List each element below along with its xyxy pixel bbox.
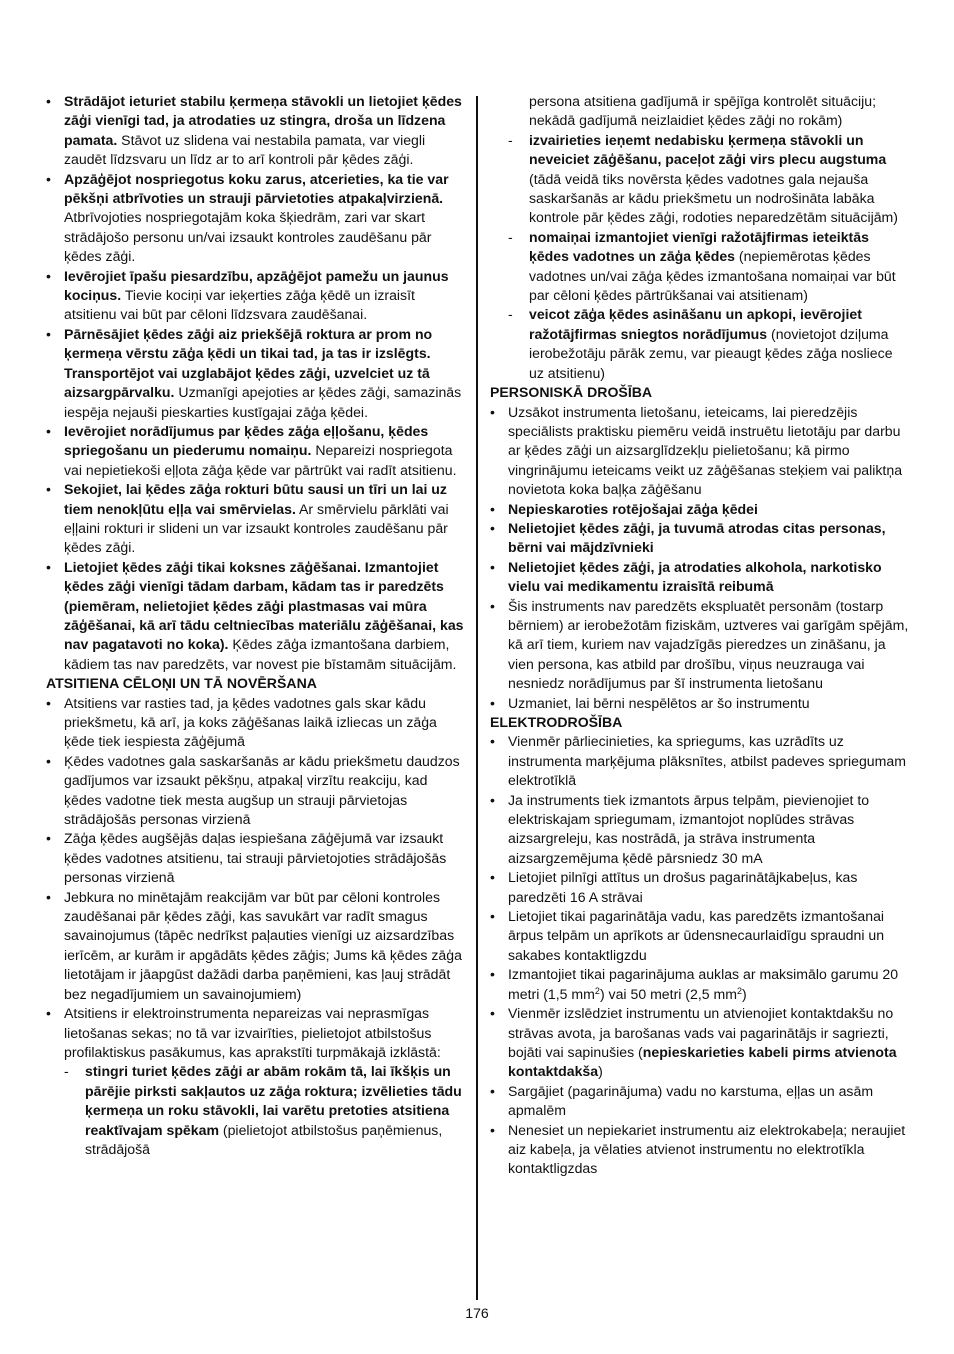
bullet-item — [46, 829, 464, 887]
bullet-item — [46, 480, 464, 558]
item-bold-text: nepieskarieties kabeli pirms atvienota kontaktdakša — [508, 1043, 897, 1080]
dash-item — [490, 305, 910, 383]
item-text: persona atsitiena gadījumā ir spējīga kontrolēt situāciju; nekādā gadījumā neizlaidiet ķēdes zāģi no rokām) — [529, 93, 877, 129]
item-text: Uzmaniet, lai bērni nespēlētos ar šo instrumentu — [508, 694, 810, 711]
item-bold-text: nomaiņai izmantojiet vienīgi ražotājfirmas ieteiktās ķēdes vadotnes un zāģa ķēdes — [529, 228, 869, 265]
superscript: 2 — [594, 985, 600, 996]
bullet-item — [46, 267, 464, 325]
item-text: Ar smērvielu pārklāti vai eļļaini rokturi ir slideni un var izsaukt kontroles zaudēšanu pār ķēdes zāģi. — [64, 500, 449, 556]
item-text: Nenesiet un nepiekariet instrumentu aiz elektrokabeļa; neraujiet aiz kabeļa, ja vēlaties atvienot instrumentu no elektrotīkla kontaktligzdas — [508, 1121, 906, 1177]
bullet-item — [46, 558, 464, 674]
item-text: Ķēdes zāģa izmantošana darbiem, kādiem tas nav paredzēts, var novest pie bīstamām situācijām. — [64, 636, 457, 672]
item-text: ) vai 50 metri (2,5 mm — [599, 985, 737, 1002]
item-text: Atsitiens var rasties tad, ja ķēdes vadotnes gals skar kādu priekšmetu, kā arī, ja koks zāģēšanas laikā izliecas un zāģa ķēde tiek iespiesta zāģējumā — [64, 694, 437, 750]
bullet-item — [490, 732, 910, 790]
item-text: (novietojot dziļuma ierobežotāju pārāk zemu, var pieaugt ķēdes zāģa nosliece uz atsitienu) — [529, 325, 893, 381]
right-column — [490, 92, 910, 1179]
item-bold-text: Ievērojiet īpašu piesardzību, apzāģējot pamežu un jaunus kociņus. — [64, 267, 449, 304]
item-bold-text: Strādājot ieturiet stabilu ķermeņa stāvokli un lietojiet ķēdes zāģi vienīgi tad, ja atrodaties uz stingra, droša un līdzena pamata. — [64, 93, 462, 148]
item-text: Ķēdes vadotnes gala saskaršanās ar kādu priekšmetu daudzos gadījumos var izsaukt pēkšņu, atpakaļ virzītu reakciju, kad ķēdes vadotne tiek mesta augšup un strauji pārvietojas strādājošās personas virzienā — [64, 752, 460, 828]
item-bold-text: Nelietojiet ķēdes zāģi, ja tuvumā atrodas citas personas, bērni vai mājdzīvnieki — [508, 519, 886, 556]
section-heading: ELEKTRODROŠĪBA — [490, 714, 623, 730]
item-text: Tievie kociņi var ieķerties zāģa ķēdē un izraisīt atsitienu vai būt par cēloni līdzsvara zaudēšanai. — [64, 287, 415, 323]
item-text: Vienmēr pārliecinieties, ka spriegums, kas uzrādīts uz instrumenta marķējuma plāksnītes, atbilst padeves spriegumam elektrotīklā — [508, 733, 906, 789]
item-text: Izmantojiet tikai pagarinājuma auklas ar maksimālo garumu 20 metri (1,5 mm — [508, 966, 899, 1002]
item-text: Uzmanīgi apejoties ar ķēdes zāģi, samazinās iespēja nejauši pieskarties kustīgajai zāģa ķēdei. — [64, 384, 462, 420]
item-text: Atsitiens ir elektroinstrumenta nepareizas vai neprasmīgas lietošanas sekas; no tā var izvairīties, pielietojot atbilstošus profilaktiskus pasākumus, kas aprakstīti turpmākajā izklāstā: — [64, 1005, 441, 1060]
column-divider — [476, 96, 478, 1300]
bullet-item — [46, 92, 464, 170]
bullet-item — [490, 1004, 910, 1082]
bullet-item — [46, 888, 464, 1004]
bullet-item — [46, 752, 464, 830]
item-bold-text: Ievērojiet norādījumus par ķēdes zāģa eļļošanu, ķēdes spriegošanu un piederumu nomaiņu. — [64, 422, 429, 459]
bullet-item — [490, 965, 910, 1004]
bullet-item — [46, 1004, 464, 1062]
bullet-item — [46, 422, 464, 480]
bullet-item — [490, 558, 910, 597]
item-text: Zāģa ķēdes augšējās daļas iespiešana zāģējumā var izsaukt ķēdes vadotnes atsitienu, tai strauji pārvietojoties strādājošās personas virzienā — [64, 830, 447, 886]
item-text: Uzsākot instrumenta lietošanu, ieteicams, lai pieredzējis speciālists praktisku piemēru veidā instruētu lietotāju par darbu ar ķēdes zāģi un aizsarglīdzekļu pielietošanu; kā pirmo vingrinājumu ieteicams veikt uz zāģēšanas steķiem vai paliktņa novietota koka baļķa zāģēšanu — [508, 403, 903, 498]
bullet-item — [490, 791, 910, 869]
item-bold-text: veicot zāģa ķēdes asināšanu un apkopi, ievērojiet ražotājfirmas sniegtos norādījumus — [529, 306, 862, 342]
bullet-item — [490, 597, 910, 694]
item-text: Stāvot uz slidena vai nestabila pamata, var viegli zaudēt līdzsvaru un līdz ar to arī kontroli pār ķēdes zāģi. — [64, 131, 426, 168]
item-text: Atbrīvojoties nospriegotajām koka šķiedrām, zari var skart strādājošo personu un/vai izsaukt kontroles zaudēšanu pār ķēdes zāģi. — [64, 209, 432, 265]
page-number: 176 — [465, 1305, 489, 1321]
item-text: (tādā veidā tiks novērsta ķēdes vadotnes gala nejauša saskaršanās ar kādu priekšmetu un nodrošināta labāka kontrole pār ķēdes zāģi, rodoties neparedzētām situācijām) — [529, 170, 898, 226]
item-bold-text: izvairieties ieņemt nedabisku ķermeņa stāvokli un neveiciet zāģēšanu, paceļot zāģi virs plecu augstuma — [529, 131, 887, 168]
item-text: (nepiemērotas ķēdes vadotnes un/vai zāģa ķēdes izmantošana nomaiņai var būt par cēloni ķēdes pārtrūkšanai vai atsitienam) — [529, 248, 896, 304]
item-bold-text: stingri turiet ķēdes zāģi ar abām rokām tā, lai īkšķis un pārējie pirksti sakļautos uz zāģa roktura; izvēlieties tādu ķermeņa un roku stāvokli, lai varētu pretoties atsitiena reaktīvajam spēkam — [85, 1063, 462, 1138]
item-bold-text: Pārnēsājiet ķēdes zāģi aiz priekšējā roktura ar prom no ķermeņa vērstu zāģa ķēdi un tikai tad, ja tas ir izslēgts. Transportējot vai uzglabājot ķēdes zāģi, uzvelciet uz tā aizsargpārvalku. — [64, 325, 433, 401]
section-heading: ATSITIENA CĒLOŅI UN TĀ NOVĒRŠANA — [46, 675, 317, 692]
item-bold-text: Apzāģējot nospriegotus koku zarus, atcerieties, ka tie var pēkšņi atbrīvoties un strauji pārvietoties atpakaļvirzienā. — [64, 170, 449, 207]
item-text: Lietojiet pilnīgi attītus un drošus pagarinātājkabeļus, kas paredzēti 16 A strāvai — [508, 869, 858, 905]
bullet-item — [490, 1082, 910, 1121]
item-text: Jebkura no minētajām reakcijām var būt par cēloni kontroles zaudēšanai pār ķēdes zāģi, kas savukārt var radīt smagus savainojumus (tāpēc nedrīkst paļauties vienīgi uz aizsardzības ierīcēm, ar kurām ir apgādāts ķēdes zāģis; Jums kā ķēdes zāģa lietotājam ir jāapgūst dažādi darba paņēmieni, kas ļauj strādāt bez negadījumiem un savainojumiem) — [64, 888, 462, 1002]
superscript: 2 — [737, 985, 743, 996]
left-column — [46, 92, 464, 1159]
bullet-item — [490, 500, 910, 519]
item-text: Ja instruments tiek izmantots ārpus telpām, pievienojiet to elektriskajam spriegumam, izmantojot noplūdes strāvas aizsargreleju, kas nostrādā, ja strāva instrumenta aizsargzemējuma ķēdē pārsniedz 30 mA — [508, 791, 870, 866]
bullet-item — [490, 868, 910, 907]
item-text: Nepareizi nospriegota vai nepietiekoši eļļota zāģa ķēde var pārtrūkt vai radīt atsitienu. — [64, 442, 457, 478]
section-heading: PERSONISKĀ DROŠĪBA — [490, 384, 653, 401]
item-bold-text: Sekojiet, lai ķēdes zāģa rokturi būtu sausi un tīri un lai uz tiem nenokļūtu eļļa vai smērvielas. — [64, 481, 447, 517]
item-text: Vienmēr izslēdziet instrumentu un atvienojiet kontaktdakšu no strāvas avota, ja barošanas vads vai pagarinātājs ir sagriezti, bojāti vai sapinušies ( — [508, 1005, 894, 1060]
dash-item — [46, 1062, 464, 1159]
item-text: Sargājiet (pagarinājuma) vadu no karstuma, eļļas un asām apmalēm — [508, 1082, 874, 1119]
item-text: Šis instruments nav paredzēts ekspluatēt personām (tostarp bērniem) ar ierobežotām fiziskām, uztveres vai garīgām spējām, kā arī tiem, kuriem nav vajadzīgās pieredzes un zināšanu, ja vien persona, kas atbild par drošību, viņus neuzrauga vai nesniedz norādījumus par šī instrumenta lietošanu — [508, 597, 909, 692]
dash-item — [490, 131, 910, 228]
item-text: ) — [742, 985, 747, 1002]
bullet-item — [46, 694, 464, 752]
item-text: Lietojiet tikai pagarinātāja vadu, kas paredzēts izmantošanai ārpus telpām un aprīkots ar ūdensnecaurlaidīgu spraudni un sakabes kontaktligzdu — [508, 908, 885, 963]
bullet-item — [490, 1121, 910, 1179]
bullet-item — [46, 170, 464, 267]
bullet-item — [46, 325, 464, 422]
dash-item — [490, 228, 910, 306]
bullet-item — [490, 519, 910, 558]
item-bold-text: Lietojiet ķēdes zāģi tikai koksnes zāģēšanai. Izmantojiet ķēdes zāģi vienīgi tādam darbam, kādam tas ir paredzēts (piemēram, nelietojiet ķēdes zāģi plastmasas vai mūra zāģēšanai, kā arī tādu celtniecības materiālu zāģēšanai, kas nav pagatavoti no koka). — [64, 558, 464, 653]
bullet-item — [490, 694, 910, 713]
item-text: (pielietojot atbilstošus paņēmienus, strādājošā — [85, 1121, 443, 1157]
bullet-item — [490, 907, 910, 965]
dash-item — [490, 92, 910, 131]
item-bold-text: Nepieskaroties rotējošajai zāģa ķēdei — [508, 500, 758, 517]
bullet-item — [490, 403, 910, 500]
item-bold-text: Nelietojiet ķēdes zāģi, ja atrodaties alkohola, narkotisko vielu vai medikamentu izraisītā reibumā — [508, 558, 882, 595]
item-text: ) — [598, 1063, 603, 1080]
